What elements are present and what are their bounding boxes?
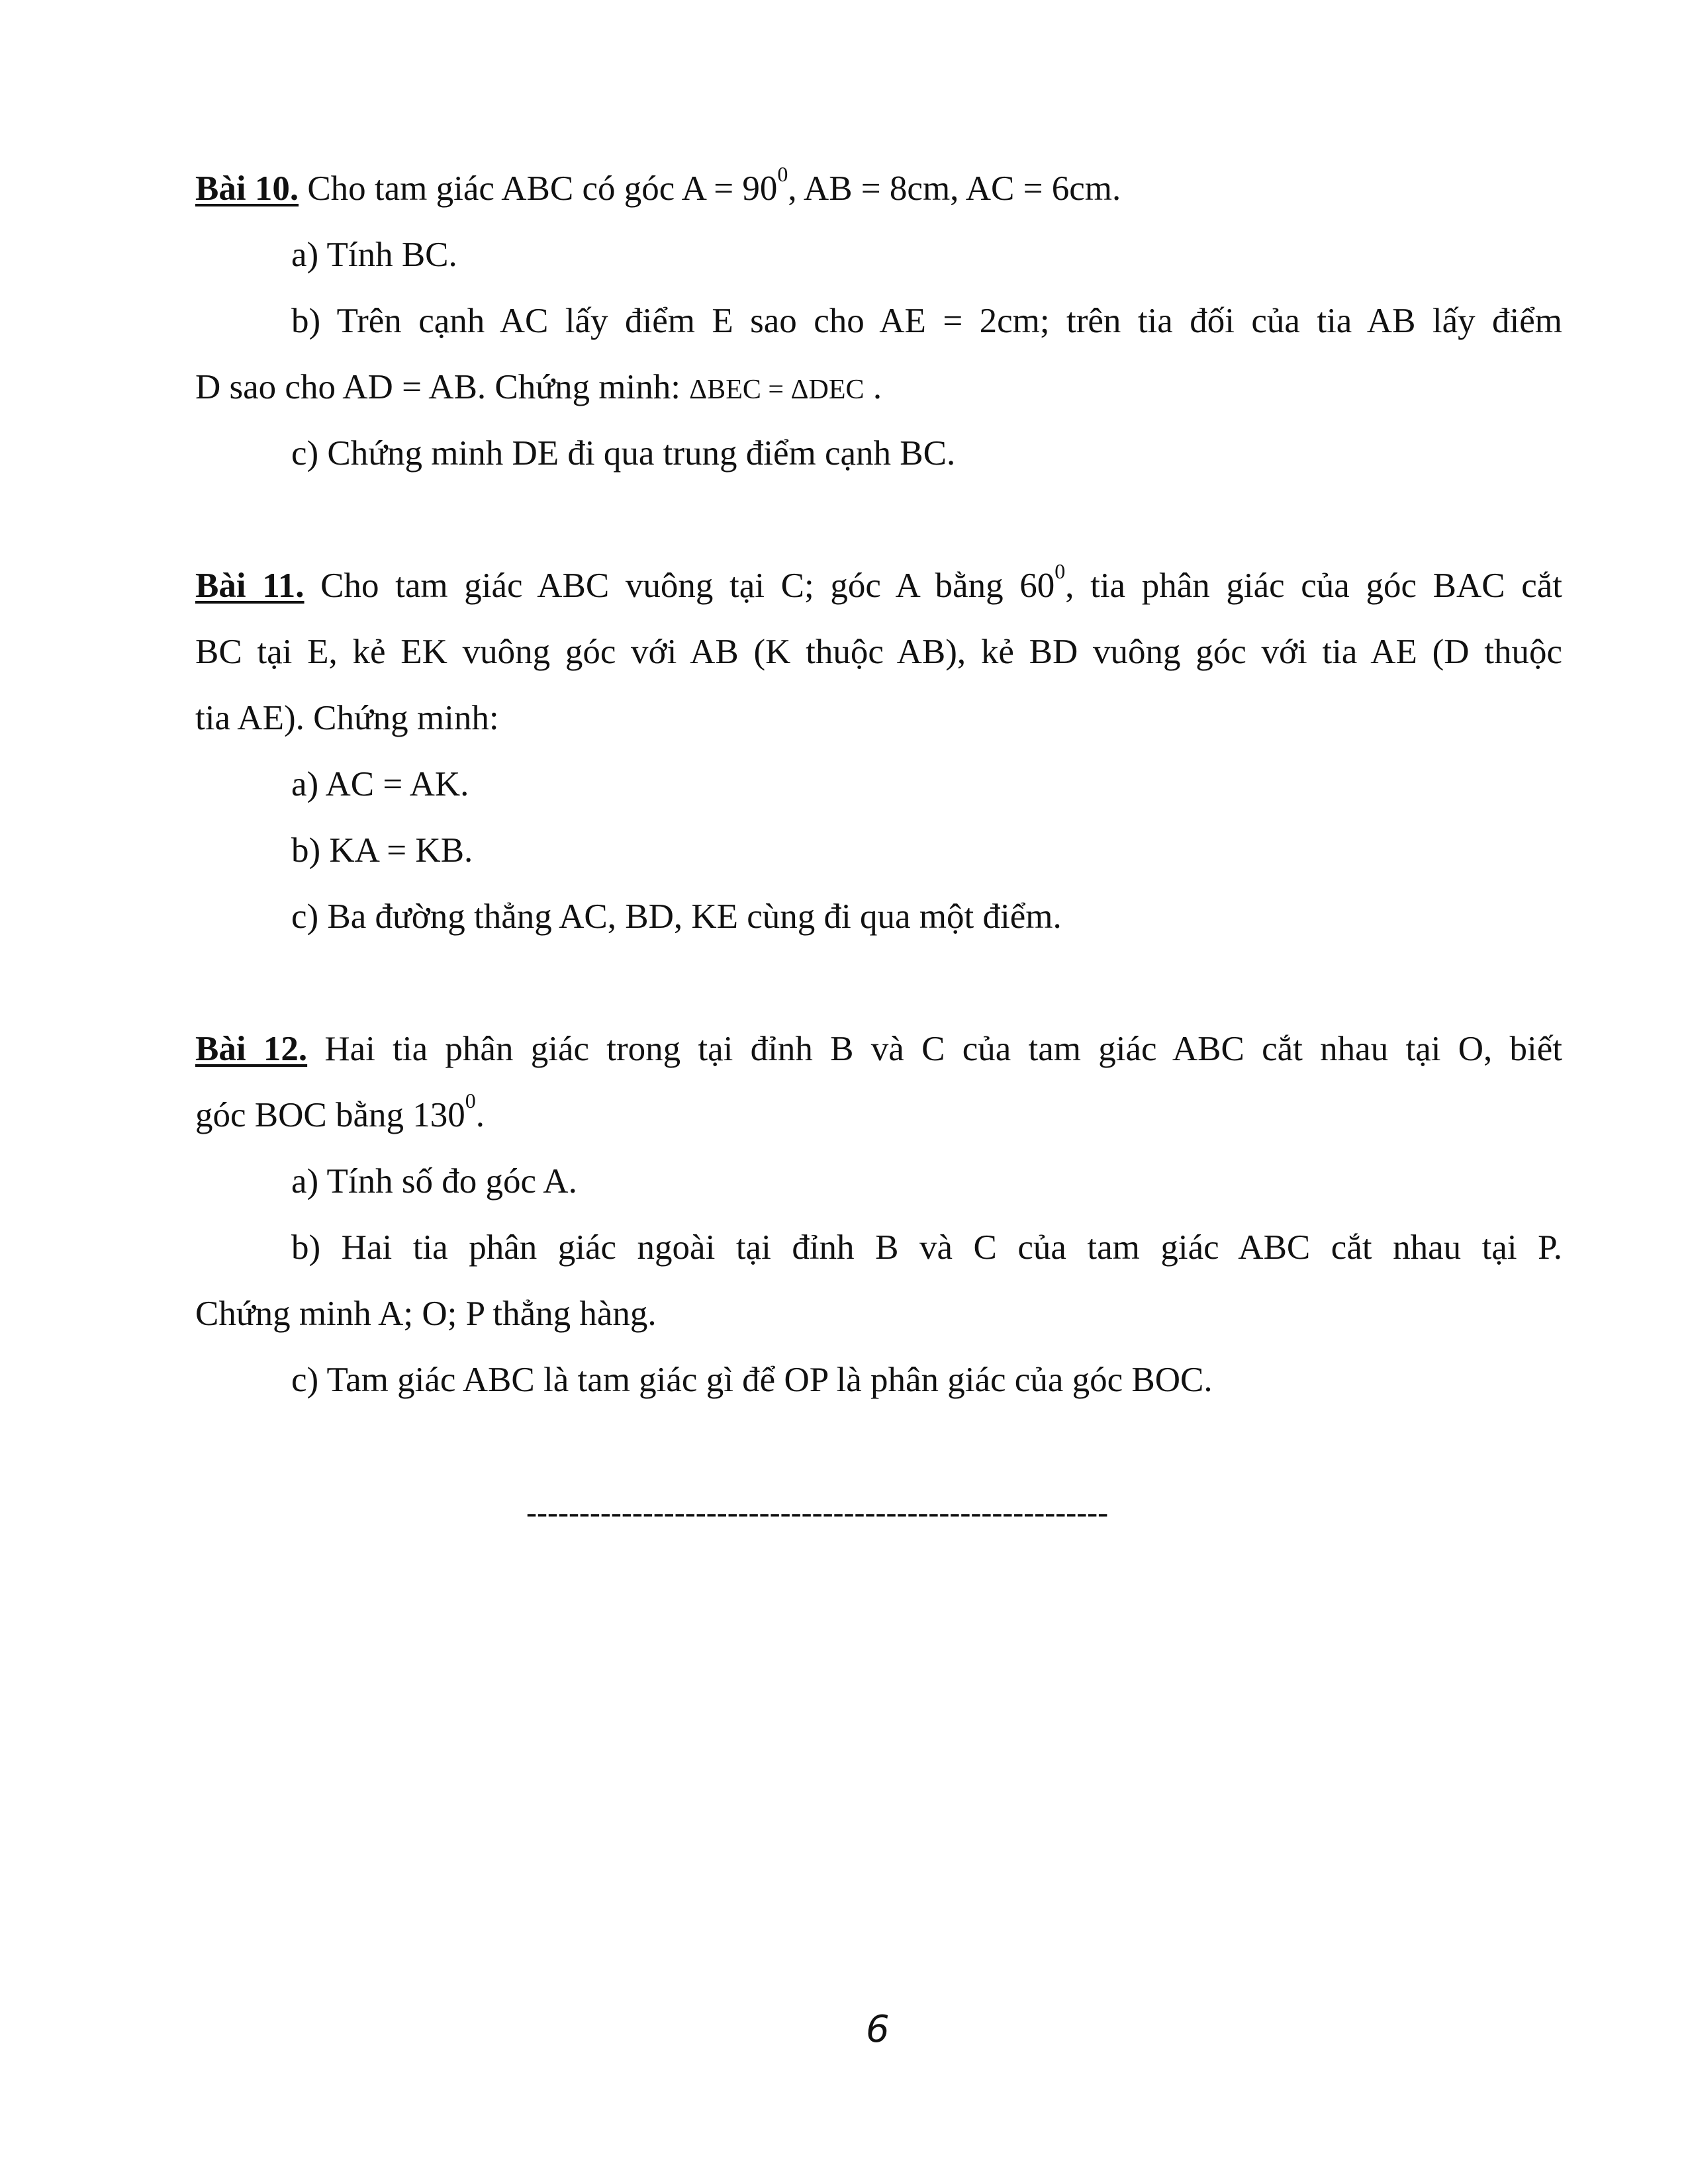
page-number: 6: [866, 2008, 890, 2051]
bai10-part-a: a) Tính BC.: [291, 236, 457, 274]
bai10-intro-text-end: , AB = 8cm, AC = 6cm.: [788, 169, 1121, 208]
bai11-line1-text-end: , tia phân giác của góc BAC cắt: [1065, 567, 1563, 605]
bai10-part-b-line2: [195, 366, 1562, 408]
bai12-part-a: a) Tính số đo góc A.: [291, 1162, 577, 1201]
bai10-congruence-math: ΔBEC = ΔDEC: [689, 375, 865, 405]
bai12-part-b-line2: Chứng minh A; O; P thẳng hàng.: [195, 1295, 657, 1333]
bai10-part-c: c) Chứng minh DE đi qua trung điểm cạnh BC.: [291, 434, 956, 473]
bai11-part-c: c) Ba đường thẳng AC, BD, KE cùng đi qua một điểm.: [291, 897, 1062, 936]
bai11-degree-sup: 0: [1055, 559, 1066, 583]
bai11-part-a: a) AC = AK.: [291, 765, 469, 803]
bai12-part-b-line1: b) Hai tia phân giác ngoài tại đỉnh B và C của tam giác ABC cắt nhau tại P.: [291, 1228, 1562, 1267]
bai10-intro-text: Cho tam giác ABC có góc A = 90: [299, 169, 778, 208]
bai12-line2: [195, 1089, 1562, 1136]
bai11-line2: BC tại E, kẻ EK vuông góc với AB (K thuộc AB), kẻ BD vuông góc với tia AE (D thuộc: [195, 633, 1562, 671]
bai12-line2-period: .: [475, 1096, 485, 1134]
bai10-title: Bài 10.: [195, 169, 299, 208]
bai12-title: Bài 12.: [195, 1030, 308, 1068]
bai12-degree-sup: 0: [465, 1089, 476, 1113]
bai10-part-b-text: D sao cho AD = AB. Chứng minh:: [195, 368, 690, 406]
bai10-degree-sup: 0: [777, 162, 788, 186]
bai12-line2-text: góc BOC bằng 130: [195, 1096, 465, 1134]
bai11-title: Bài 11.: [195, 567, 305, 605]
bai12-part-c: c) Tam giác ABC là tam giác gì để OP là phân giác của góc BOC.: [291, 1361, 1213, 1399]
section-divider: -------------------------------------------------------: [526, 1495, 1109, 1530]
bai10-intro: [195, 162, 1562, 210]
bai12-line1: [195, 1028, 1562, 1070]
bai11-line1: [195, 559, 1563, 607]
bai10-part-b-period: .: [864, 368, 882, 406]
bai11-part-b: b) KA = KB.: [291, 831, 473, 870]
bai12-line1-text: Hai tia phân giác trong tại đỉnh B và C của tam giác ABC cắt nhau tại O, biết: [307, 1030, 1563, 1068]
bai10-part-b-line1: b) Trên cạnh AC lấy điểm E sao cho AE = 2cm; trên tia đối của tia AB lấy điểm: [291, 302, 1562, 340]
bai11-line3: tia AE). Chứng minh:: [195, 699, 499, 737]
bai11-line1-text: Cho tam giác ABC vuông tại C; góc A bằng 60: [304, 567, 1055, 605]
